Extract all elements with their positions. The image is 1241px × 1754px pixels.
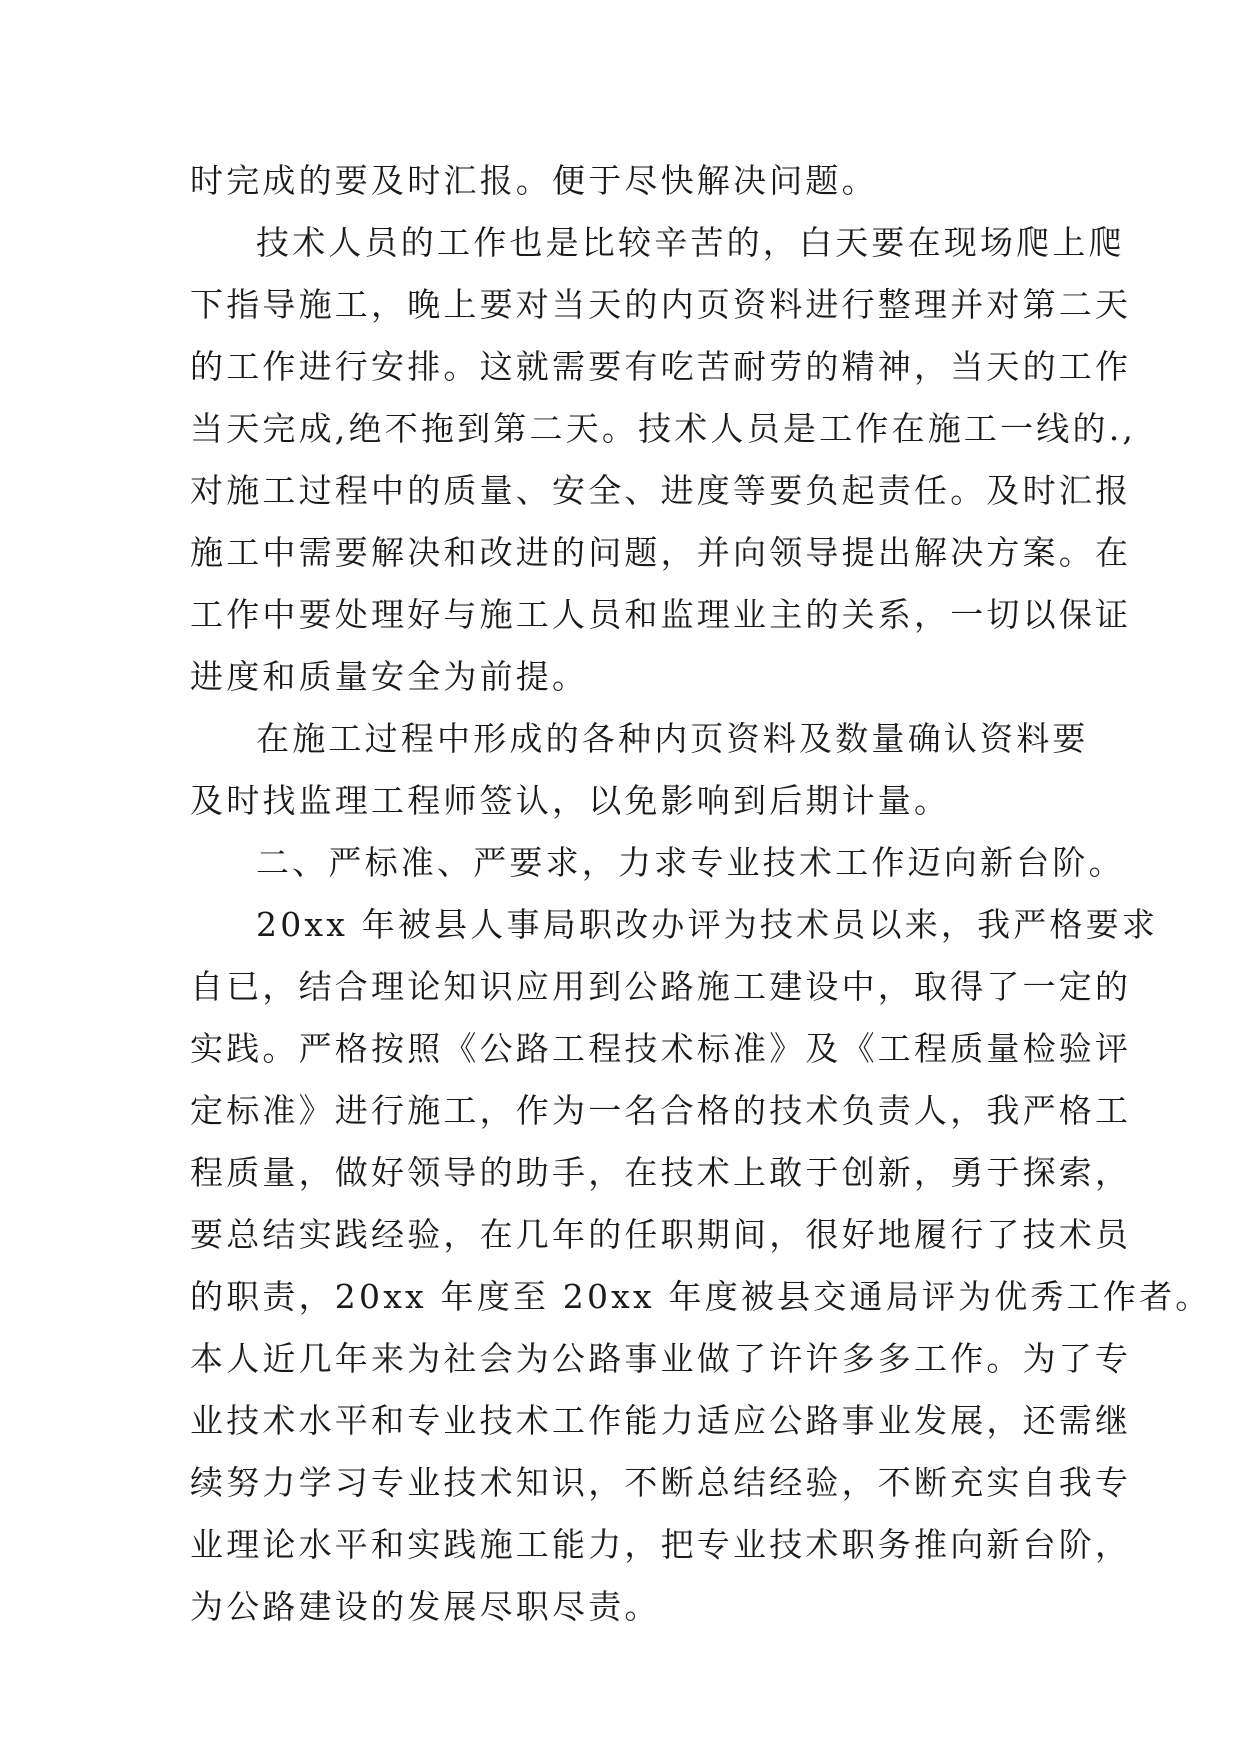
text-line: 进度和质量安全为前提。 xyxy=(190,657,589,696)
text-line: 当天完成,绝不拖到第二天。技术人员是工作在施工一线的., xyxy=(190,409,1137,448)
text-line: 施工中需要解决和改进的问题，并向领导提出解决方案。在 xyxy=(190,533,1132,572)
paragraph-first-line: 在施工过程中形成的各种内页资料及数量确认资料要 xyxy=(256,719,1089,758)
text-line: 定标准》进行施工，作为一名合格的技术负责人，我严格工 xyxy=(190,1091,1132,1130)
paragraph-first-line: 20xx 年被县人事局职改办评为技术员以来，我严格要求 xyxy=(256,905,1159,944)
text-line: 自已，结合理论知识应用到公路施工建设中，取得了一定的 xyxy=(190,967,1132,1006)
text-line: 时完成的要及时汇报。便于尽快解决问题。 xyxy=(190,161,878,200)
text-line: 业理论水平和实践施工能力，把专业技术职务推向新台阶， xyxy=(190,1525,1132,1564)
text-line: 及时找监理工程师签认，以免影响到后期计量。 xyxy=(190,781,951,820)
paragraph-first-line: 技术人员的工作也是比较辛苦的，白天要在现场爬上爬 xyxy=(256,223,1125,262)
section-heading: 二、严标准、严要求，力求专业技术工作迈向新台阶。 xyxy=(256,843,1125,882)
body-text xyxy=(190,150,1212,1638)
text-line: 要总结实践经验，在几年的任职期间，很好地履行了技术员 xyxy=(190,1215,1132,1254)
text-line: 工作中要处理好与施工人员和监理业主的关系，一切以保证 xyxy=(190,595,1132,634)
text-line: 为公路建设的发展尽职尽责。 xyxy=(190,1587,661,1626)
text-line: 续努力学习专业技术知识，不断总结经验，不断充实自我专 xyxy=(190,1463,1132,1502)
text-line: 的职责，20xx 年度至 20xx 年度被县交通局评为优秀工作者。 xyxy=(190,1277,1212,1316)
text-line: 业技术水平和专业技术工作能力适应公路事业发展，还需继 xyxy=(190,1401,1132,1440)
text-line: 实践。严格按照《公路工程技术标准》及《工程质量检验评 xyxy=(190,1029,1132,1068)
text-line: 程质量，做好领导的助手，在技术上敢于创新，勇于探索， xyxy=(190,1153,1132,1192)
text-line: 对施工过程中的质量、安全、进度等要负起责任。及时汇报 xyxy=(190,471,1132,510)
text-line: 本人近几年来为社会为公路事业做了许许多多工作。为了专 xyxy=(190,1339,1132,1378)
text-line: 的工作进行安排。这就需要有吃苦耐劳的精神，当天的工作 xyxy=(190,347,1132,386)
text-line: 下指导施工，晚上要对当天的内页资料进行整理并对第二天 xyxy=(190,285,1132,324)
